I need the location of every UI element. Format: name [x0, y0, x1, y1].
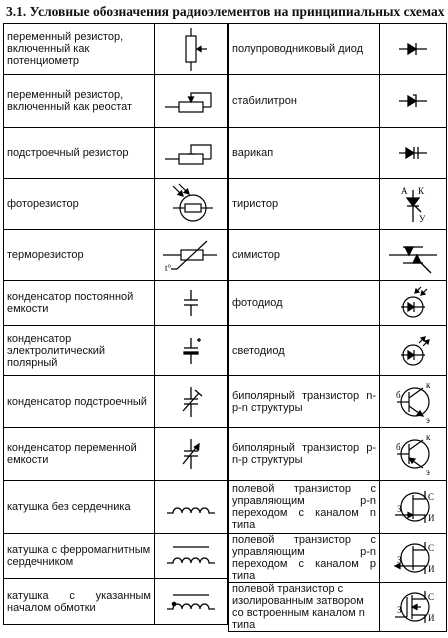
table-row	[229, 230, 447, 281]
drain-label: С	[428, 492, 435, 502]
zener-diode-icon	[380, 75, 447, 128]
row-label: светодиод	[229, 326, 380, 376]
table-row	[4, 24, 228, 75]
table-row	[4, 326, 228, 376]
jfet-p-channel-icon	[380, 534, 447, 583]
mosfet-depletion-n-icon	[380, 583, 447, 632]
variable-capacitor-icon	[155, 428, 228, 481]
row-label: тиристор	[229, 179, 380, 230]
page-title: 3.1. Условные обозначения радиоэлементов на принципиальных схемах	[6, 4, 445, 19]
emitter-label: э	[426, 414, 430, 425]
table-row	[229, 376, 447, 428]
table-row	[229, 481, 447, 534]
emitter-label: э	[426, 467, 430, 477]
thermistor-icon	[155, 230, 228, 281]
collector-label: к	[426, 379, 431, 390]
table-row	[4, 281, 228, 326]
trimmer-resistor-icon	[155, 128, 228, 179]
row-label: переменный резистор, включенный как потенциометр	[4, 24, 155, 75]
table-row	[4, 179, 228, 230]
right-symbol-table	[228, 23, 447, 632]
row-label: биполярный транзистор p-n-p структуры	[229, 428, 380, 481]
photoresistor-icon	[155, 179, 228, 230]
led-icon	[380, 326, 447, 376]
row-label: полевой транзистор с изолированным затвором со встроенным каналом n типа	[229, 583, 380, 632]
triac-icon	[380, 230, 447, 281]
row-label: варикап	[229, 128, 380, 179]
cathode-label: К	[418, 186, 425, 196]
npn-transistor-icon	[380, 376, 447, 428]
row-label: катушка с указанным началом обмотки	[4, 579, 155, 625]
table-row	[4, 481, 228, 534]
table-row	[4, 75, 228, 128]
table-row	[4, 428, 228, 481]
row-label: переменный резистор, включенный как реостат	[4, 75, 155, 128]
table-row	[229, 326, 447, 376]
coil-icon	[155, 481, 228, 534]
source-label: И	[428, 613, 435, 623]
thermal-label: t°	[165, 263, 172, 273]
drain-label: С	[428, 543, 435, 553]
coil-winding-start-icon	[155, 579, 228, 625]
thyristor-icon	[380, 179, 447, 230]
drain-label: С	[428, 592, 435, 602]
row-label: терморезистор	[4, 230, 155, 281]
table-row	[4, 128, 228, 179]
row-label: фоторезистор	[4, 179, 155, 230]
table-row	[4, 230, 228, 281]
gate-label: З	[397, 555, 402, 565]
fixed-capacitor-icon	[155, 281, 228, 326]
table-row	[229, 24, 447, 75]
table-row	[229, 428, 447, 481]
ferrite-core-coil-icon	[155, 534, 228, 579]
gate-label: У	[419, 214, 426, 224]
table-row	[229, 75, 447, 128]
table-row	[229, 583, 447, 632]
rheostat-icon	[155, 75, 228, 128]
varicap-icon	[380, 128, 447, 179]
jfet-n-channel-icon	[380, 481, 447, 534]
table-row	[229, 281, 447, 326]
row-label: конденсатор электролитический полярный	[4, 326, 155, 376]
photodiode-icon	[380, 281, 447, 326]
row-label: фотодиод	[229, 281, 380, 326]
table-row	[229, 179, 447, 230]
base-label: б	[396, 389, 401, 400]
row-label: конденсатор переменной емкости	[4, 428, 155, 481]
base-label: б	[396, 442, 401, 452]
row-label: симистор	[229, 230, 380, 281]
row-label: полевой транзистор с управляющим p-n переходом с каналом n типа	[229, 481, 380, 534]
row-label: биполярный транзистор n-p-n структуры	[229, 376, 380, 428]
table-row	[229, 128, 447, 179]
electrolytic-capacitor-icon	[155, 326, 228, 376]
collector-label: к	[426, 432, 431, 442]
pnp-transistor-icon	[380, 428, 447, 481]
table-row	[229, 534, 447, 583]
table-row	[4, 534, 228, 579]
row-label: конденсатор постоянной емкости	[4, 281, 155, 326]
row-label: полевой транзистор с управляющим p-n переходом с каналом p типа	[229, 534, 380, 583]
gate-label: З	[397, 605, 402, 615]
row-label: катушка с ферромагнитным сердечником	[4, 534, 155, 579]
trimmer-capacitor-icon	[155, 376, 228, 428]
row-label: стабилитрон	[229, 75, 380, 128]
left-symbol-table	[3, 23, 228, 625]
row-label: конденсатор подстроечный	[4, 376, 155, 428]
table-row	[4, 579, 228, 625]
source-label: И	[428, 564, 435, 574]
table-row	[4, 376, 228, 428]
gate-label: З	[397, 504, 402, 514]
source-label: И	[428, 513, 435, 523]
row-label: подстроечный резистор	[4, 128, 155, 179]
row-label: полупроводниковый диод	[229, 24, 380, 75]
potentiometer-icon	[155, 24, 228, 75]
row-label: катушка без сердечника	[4, 481, 155, 534]
diode-icon	[380, 24, 447, 75]
anode-label: А	[401, 186, 408, 196]
